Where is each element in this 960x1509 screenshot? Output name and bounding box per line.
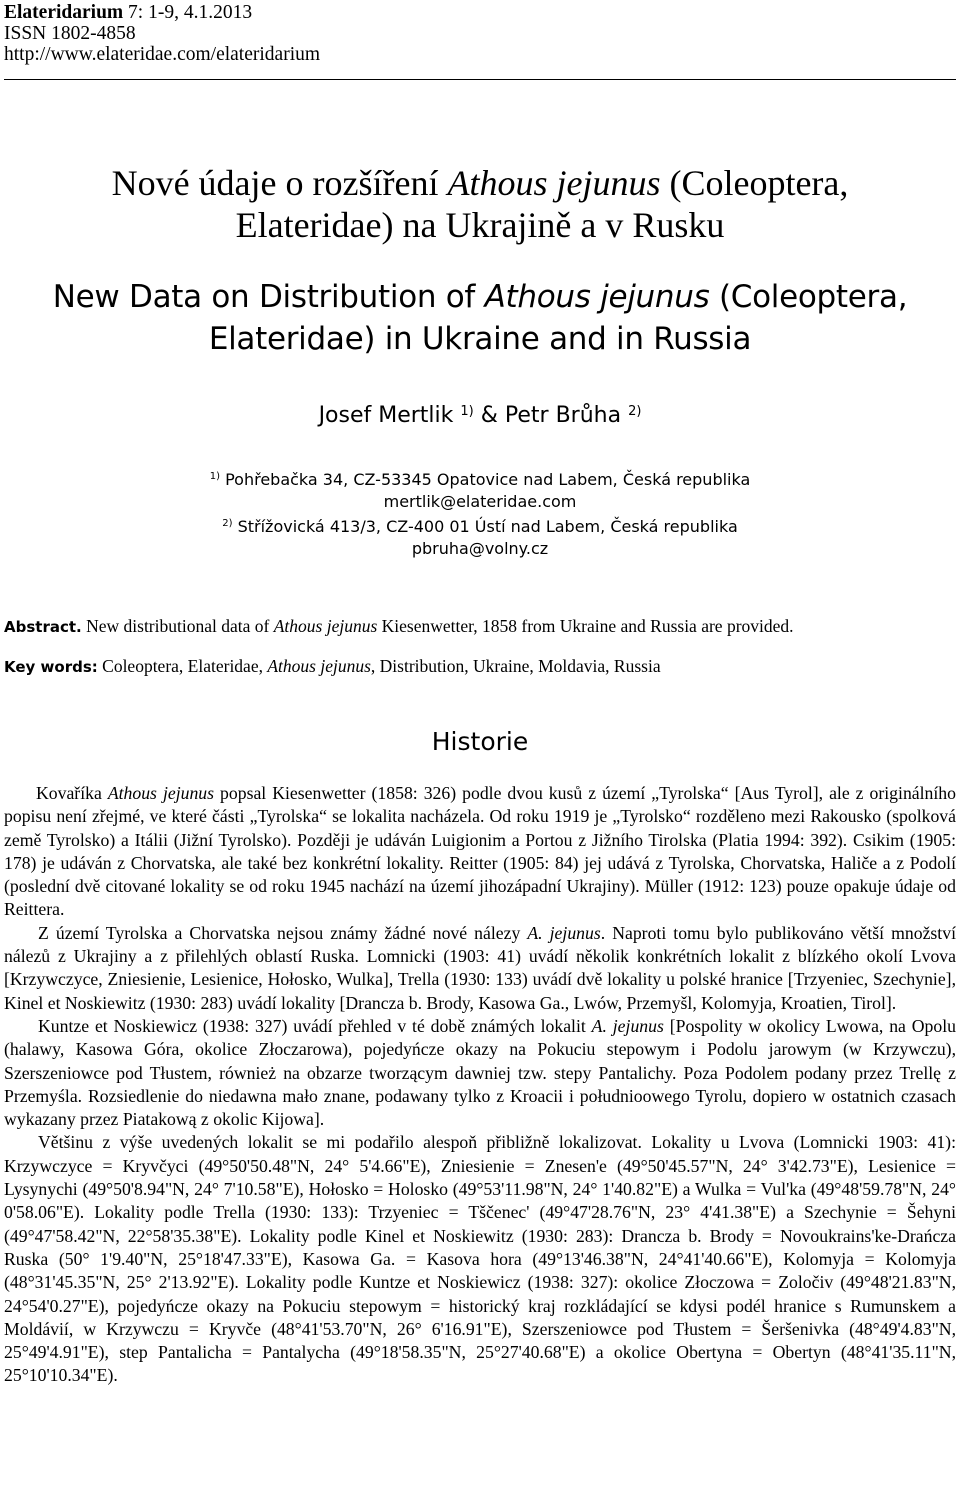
abstract-species: Athous jejunus	[273, 616, 378, 636]
author-2-affil: 2)	[628, 404, 642, 419]
address-2-email[interactable]: pbruha@volny.cz	[411, 539, 549, 558]
author-1-affil: 1)	[460, 404, 474, 419]
paragraph-3	[4, 1015, 956, 1131]
keywords	[4, 655, 956, 678]
author-1: Josef Mertlik	[318, 403, 454, 428]
p2-text-a: Z území Tyrolska a Chorvatska nejsou známy žádné nové nálezy	[38, 922, 528, 943]
journal-header	[4, 2, 320, 65]
abstract-text: New distributional data of	[81, 616, 274, 636]
p3-text-b: [Pospolity w okolicy Lwowa, na Opolu (halawy, Kasowa Góra, okolice Złoczarowa), pojedyńcze okazy na Pokuciu stepowym i Podolu jarowym (w Krzywczu), Szerszeniowce pod Tłustem, również na obzarze tworzącym dawniej tzw. stepy Pantalichy. Poza Podolem podany przez Trellę z Przemyśla. Rozsiedlenie do niedawna mało znane, podawany tylko z Kroacii i południoowego Tyrolu, dopiero w ostatnich czasach wykazany przez Piatakową z okolic Kijowa].	[4, 1015, 956, 1130]
p1-species: Athous jejunus	[107, 783, 215, 803]
p1-text-a: Kovaříka	[36, 783, 108, 803]
address-1-text: Pohřebačka 34, CZ-53345 Opatovice nad Labem, Česká republika	[225, 470, 751, 489]
body-text	[4, 782, 956, 1388]
journal-name: Elateridarium	[4, 2, 124, 23]
journal-citation	[4, 2, 320, 23]
title-en-text: New Data on Distribution of	[52, 279, 485, 315]
section-heading: Historie	[431, 727, 529, 756]
title-en-line2: Elateridae) in Ukraine and in Russia	[208, 321, 752, 357]
title-cz-text: Nové údaje o rozšíření	[111, 163, 448, 203]
title-en-species: Athous jejunus	[484, 279, 710, 315]
title-english	[0, 276, 960, 360]
p1-text-b: popsal Kiesenwetter (1858: 326) podle dvou kusů z území „Tyrolska“ [Aus Tyrol], ale z originálního popisu není zřejmé, ve které části „Tyrolska“ se lokalita nacházela. Od roku 1919 je „Tyrolsko“ rozděleno mezi Rakousko (spolková země Tyrolsko) a Itálii (Jižní Tyrolsko). Později je udáván Luigionim a Portou z Jižního Tirolska (Platia 1994: 392). Csikim (1905: 178) je udáván z Chorvatska, ale také bez konkrétní lokality. Reitter (1905: 84) jej udává z Tyrolska, Chorvatska, Haliče a z Podolí (poslední dvě citované lokality se od roku 1945 nachází na území jihozápadní Ukrajiny). Müller (1912: 123) pouze opakuje údaje od Reittera.	[4, 783, 956, 920]
author-separator: &	[473, 403, 505, 428]
author-2: Petr Brůha	[504, 403, 622, 428]
address-1-email[interactable]: mertlik@elateridae.com	[383, 492, 577, 511]
abstract-text-post: Kiesenwetter, 1858 from Ukraine and Russia are provided.	[377, 616, 794, 636]
journal-volume: 7: 1-9, 4.1.2013	[128, 2, 253, 23]
abstract	[4, 615, 956, 638]
paragraph-2	[4, 922, 956, 1015]
abstract-label: Abstract.	[4, 618, 82, 636]
title-czech	[0, 162, 960, 246]
journal-url[interactable]: http://www.elateridae.com/elateridarium	[4, 44, 321, 65]
paragraph-1	[4, 782, 956, 922]
header-divider	[4, 79, 956, 80]
p3-species: A. jejunus	[591, 1015, 664, 1036]
keywords-label: Key words:	[4, 658, 98, 676]
paragraph-4: Většinu z výše uvedených lokalit se mi podařilo alespoň přibližně lokalizovat. Lokality u Lvova (Lomnicki 1903: 41): Krzywczyce = Kryvčyci (49°50'50.48"N, 24° 5'4.66"E), Zniesienie = Znesen'e (49°50'45.57"N, 24° 3'42.73"E), Lesienice = Lysynychi (49°50'8.94"N, 24° 7'10.58"E), Hołosko = Holosko (49°53'11.98"N, 24° 1'40.82"E) a Wulka = Vul'ka (49°48'59.78"N, 24° 0'58.06"E). Lokality podle Trella (1930: 133): Trzyeniec = Tščenec' (49°47'28.76"N, 23° 4'41.38"E) a Szechynie = Šehyni (49°47'58.42"N, 22°58'35.38"E). Lokality podle Kinel et Noskiewitz (1930: 283): Drancza b. Brody = Novoukrains'ke-Drańcza Ruska (50° 1'9.40"N, 25°18'47.33"E), Kasowa Ga. = Kasova hora (49°13'46.38"N, 24°41'40.66"E), Kolomyja = Kolomyja (48°31'45.35"N, 25° 2'13.92"E). Lokality podle Kuntze et Noskiewicz (1938: 327): okolice Złoczowa = Zoločiv (49°48'21.83"N, 24°54'0.27"E), pojedyńcze okazy na Pokuciu stepowym = historický kraj rozkládající se kdysi podél hranice s Rumunskem a Moldávií, w Krzywczu = Kryvče (48°41'53.70"N, 26° 6'16.91"E), Szerszeniowce pod Tłustem = Šeršenivka (48°49'4.83"N, 25°49'4.91"E), step Pantalicha = Pantalycha (49°18'58.35"N, 25°27'40.68"E) a okolice Obertyna = Obertyn (48°41'35.11"N, 25°10'10.34"E).	[4, 1132, 956, 1386]
p3-text-a: Kuntze et Noskiewicz (1938: 327) uvádí přehled v té době známých lokalit	[38, 1015, 592, 1036]
title-cz-line2: Elateridae) na Ukrajině a v Rusku	[235, 205, 725, 245]
address-1-sup: 1)	[209, 471, 220, 482]
p2-text-b: . Naproti tomu bylo publikováno větší množství nálezů z Ukrajiny a z přilehlých oblastí Ruska. Lomnicki (1903: 41) uvádí několik konkrétních lokalit z blízkého okolí Lvova [Krzywczyce, Zniesienie, Lesienice, Hołosko, Wulka], Trella (1930: 133) uvádí dvě lokality u polské hranice [Trzyeniec, Szechynie], Kinel et Noskiewitz (1930: 283) uvádí lokality [Drancza b. Brody, Kasowa Ga., Lwów, Przemyšl, Kolomyja, Kroatien, Tirol].	[4, 922, 956, 1013]
keywords-species: Athous jejunus	[267, 656, 371, 676]
title-cz-text-post: (Coleoptera,	[660, 163, 849, 203]
p2-species: A. jejunus	[527, 922, 601, 943]
keywords-text: Coleoptera, Elateridae,	[97, 656, 268, 676]
title-cz-species: Athous jejunus	[447, 163, 661, 203]
address-2-sup: 2)	[222, 518, 233, 529]
keywords-text-post: , Distribution, Ukraine, Moldavia, Russia	[370, 656, 661, 676]
address-2	[0, 516, 960, 560]
address-2-text: Střížovická 413/3, CZ-400 01 Ústí nad Labem, Česká republika	[237, 517, 738, 536]
journal-issn: ISSN 1802-4858	[4, 23, 136, 44]
title-en-text-post: (Coleoptera,	[709, 279, 908, 315]
authors	[0, 401, 960, 431]
address-1	[0, 469, 960, 513]
